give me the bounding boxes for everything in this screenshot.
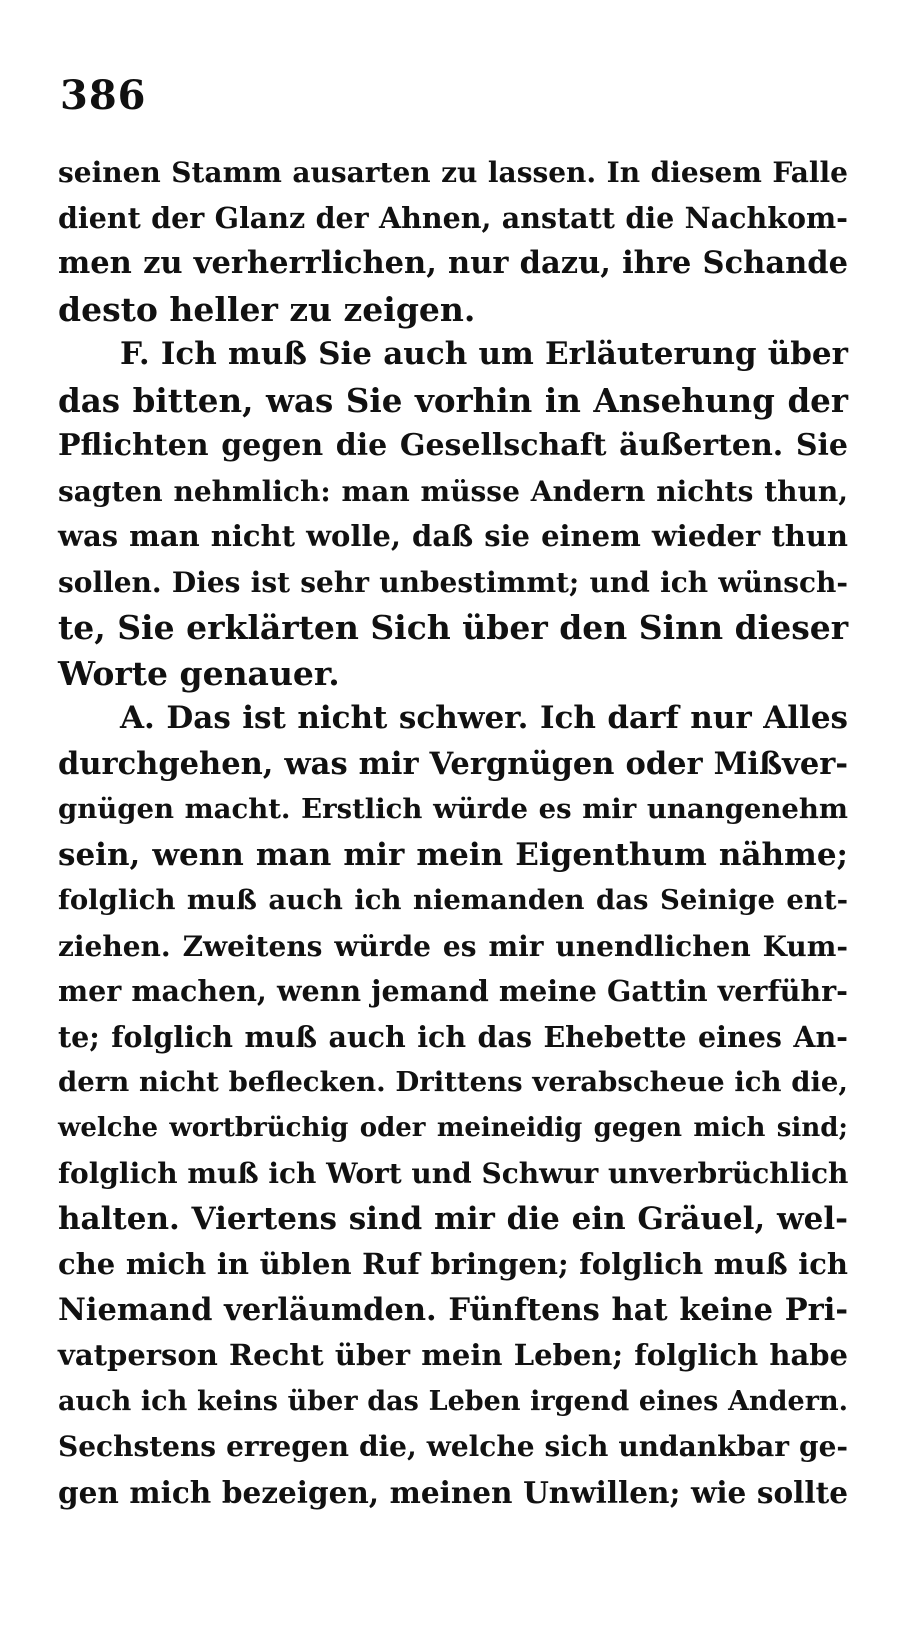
text-line: dern nicht beflecken. Drittens verabscheue ich die, [58,1066,848,1098]
text-line: folglich muß auch ich niemanden das Seinige ent- [58,884,848,916]
text-line: sagten nehmlich: man müsse Andern nichts thun, [58,474,848,508]
text-line: A. Das ist nicht schwer. Ich darf nur Alles [120,700,848,736]
text-line: F. Ich muß Sie auch um Erläuterung über [120,336,848,372]
text-line: che mich in üblen Ruf bringen; folglich muß ich [58,1247,848,1281]
text-line: sein, wenn man mir mein Eigenthum nähme; [58,836,848,873]
text-line: dient der Glanz der Ahnen, anstatt die Nachkom- [58,200,848,235]
text-line: das bitten, was Sie vorhin in Ansehung der [58,380,848,420]
text-line: ziehen. Zweitens würde es mir unendlichen Kum- [58,929,848,963]
text-line: halten. Viertens sind mir die ein Gräuel, wel- [58,1200,848,1237]
text-line: men zu verherrlichen, nur dazu, ihre Schande [58,245,848,281]
text-line: gnügen macht. Erstlich würde es mir unangenehm [58,793,848,825]
text-line: Sechstens erregen die, welche sich undankbar ge- [58,1430,848,1463]
text-line: durchgehen, was mir Vergnügen oder Mißver- [58,745,848,782]
text-line: Pflichten gegen die Gesellschaft äußerten. Sie [58,428,848,463]
text-line: auch ich keins über das Leben irgend eines Andern. [58,1385,848,1417]
text-line: mer machen, wenn jemand meine Gattin verführ- [58,974,848,1008]
text-line: te, Sie erklärten Sich über den Sinn dieser [58,608,849,647]
text-line: Worte genauer. [58,653,340,693]
text-line: desto heller zu zeigen. [58,289,476,329]
body-text [58,150,848,1515]
text-line: gen mich bezeigen, meinen Unwillen; wie sollte [58,1474,848,1510]
text-line: Niemand verläumden. Fünftens hat keine Pri- [58,1291,848,1328]
text-line: vatperson Recht über mein Leben; folglich habe [58,1338,848,1372]
text-line: was man nicht wolle, daß sie einem wieder thun [58,519,848,553]
page-number: 386 [60,72,147,119]
text-line: seinen Stamm ausarten zu lassen. In diesem Falle [58,156,848,189]
text-line: te; folglich muß auch ich das Ehebette eines An- [58,1019,848,1054]
text-line: folglich muß ich Wort und Schwur unverbrüchlich [58,1157,849,1190]
text-line: sollen. Dies ist sehr unbestimmt; und ich wünsch- [58,565,848,599]
text-line: welche wortbrüchig oder meineidig gegen mich sind; [58,1112,848,1143]
